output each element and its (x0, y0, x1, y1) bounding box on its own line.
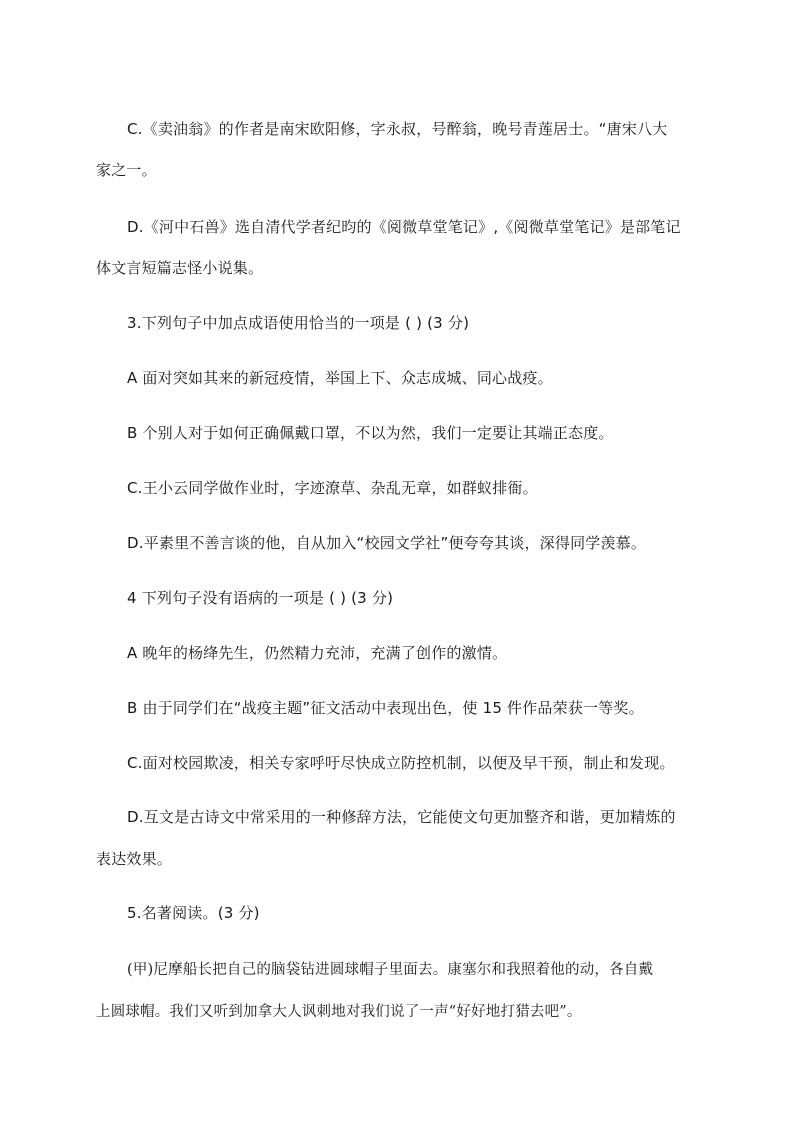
passage-jia-line-1: (甲)尼摩船长把自己的脑袋钻进圆球帽子里面去。康塞尔和我照着他的动，各自戴 (127, 961, 654, 978)
question-4-stem: 4 下列句子没有语病的一项是 ( ) (3 分) (127, 589, 394, 607)
question-5-stem: 5.名著阅读。(3 分) (127, 904, 260, 922)
option-d-line-2: 体文言短篇志怪小说集。 (96, 259, 264, 277)
question-4-option-d-line-1: D.互文是古诗文中常采用的一种修辞方法，它能使文句更加整齐和谐，更加精炼的 (127, 808, 676, 826)
question-4-option-d-line-2: 表达效果。 (96, 850, 173, 868)
option-c-line-1: C.《卖油翁》的作者是南宋欧阳修，字永叔，号醉翁，晚号青莲居士。“唐宋八大 (127, 120, 668, 138)
question-3-option-b: B 个别人对于如何正确佩戴口罩，不以为然，我们一定要让其端正态度。 (127, 424, 614, 442)
question-3-option-d: D.平素里不善言谈的他，自从加入“校园文学社”便夸夸其谈，深得同学羡慕。 (127, 534, 647, 552)
question-3-option-c: C.王小云同学做作业时，字迹潦草、杂乱无章，如群蚁排衙。 (127, 479, 538, 497)
option-c-line-2: 家之一。 (96, 161, 157, 179)
option-d-line-1: D.《河中石兽》选自清代学者纪昀的《阅微草堂笔记》,《阅微草堂笔记》是部笔记 (127, 218, 681, 236)
question-4-option-b: B 由于同学们在“战疫主题”征文活动中表现出色，使 15 件作品荣获一等奖。 (127, 699, 644, 717)
question-3-stem: 3.下列句子中加点成语使用恰当的一项是 ( ) (3 分) (127, 314, 470, 332)
passage-jia-line-2: 上圆球帽。我们又听到加拿大人讽刺地对我们说了一声“好好地打猎去吧”。 (96, 1003, 582, 1020)
question-4-option-a: A 晚年的杨绛先生，仍然精力充沛，充满了创作的激情。 (127, 644, 508, 662)
question-4-option-c: C.面对校园欺凌，相关专家呼吁尽快成立防控机制，以便及早干预，制止和发现。 (127, 754, 675, 772)
question-3-option-a: A 面对突如其来的新冠疫情，举国上下、众志成城、同心战疫。 (127, 369, 553, 387)
